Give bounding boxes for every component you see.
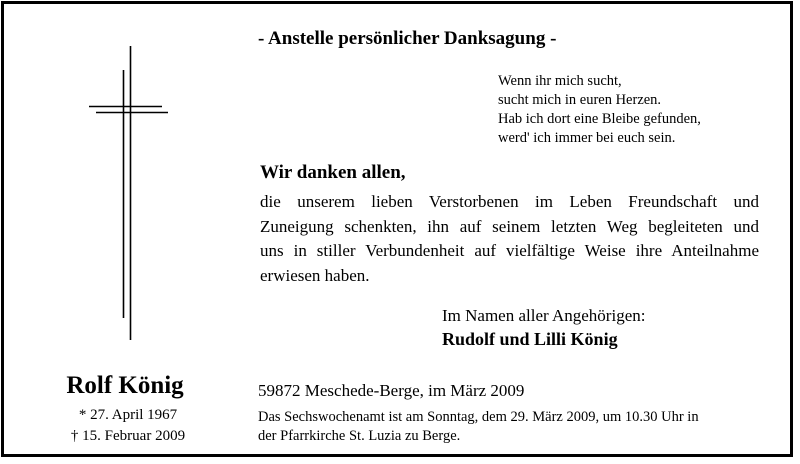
poem-line: Wenn ihr mich sucht, (498, 73, 622, 89)
signature-names: Rudolf und Lilli König (442, 329, 618, 349)
mass-notice (258, 408, 699, 446)
notice-line: der Pfarrkirche St. Luzia zu Berge. (258, 428, 461, 444)
birth-date: * 27. April 1967 (78, 407, 178, 423)
poem (498, 72, 701, 148)
thanks-line: erwiesen haben. (260, 265, 370, 285)
notice-line: Das Sechswochenamt ist am Sonntag, dem 29. März 2009, um 10.30 Uhr in (258, 409, 699, 425)
thanks-line: die unserem lieben Verstorbenen im Leben Freundschaft und (260, 192, 759, 211)
life-dates (40, 405, 216, 447)
thanks-line: uns in stiller Verbundenheit auf vielfältige Weise ihre Anteilnahme (260, 241, 759, 260)
thanks-body (260, 190, 759, 288)
thanks-title: Wir danken allen, (260, 162, 406, 183)
signature-intro: Im Namen aller Angehörigen: (442, 306, 646, 325)
poem-line: Hab ich dort eine Bleibe gefunden, (498, 111, 701, 127)
poem-line: werd' ich immer bei euch sein. (498, 130, 676, 146)
thanks-line: Zuneigung schenkten, ihn auf seinem letzten Weg begleiteten und (260, 216, 759, 236)
poem-line: sucht mich in euren Herzen. (498, 92, 662, 108)
place-date: 59872 Meschede-Berge, im März 2009 (258, 381, 525, 400)
death-date: † 15. Februar 2009 (70, 428, 186, 444)
header-title: - Anstelle persönlicher Danksagung - (258, 28, 557, 49)
deceased-name: Rolf König (66, 372, 184, 399)
